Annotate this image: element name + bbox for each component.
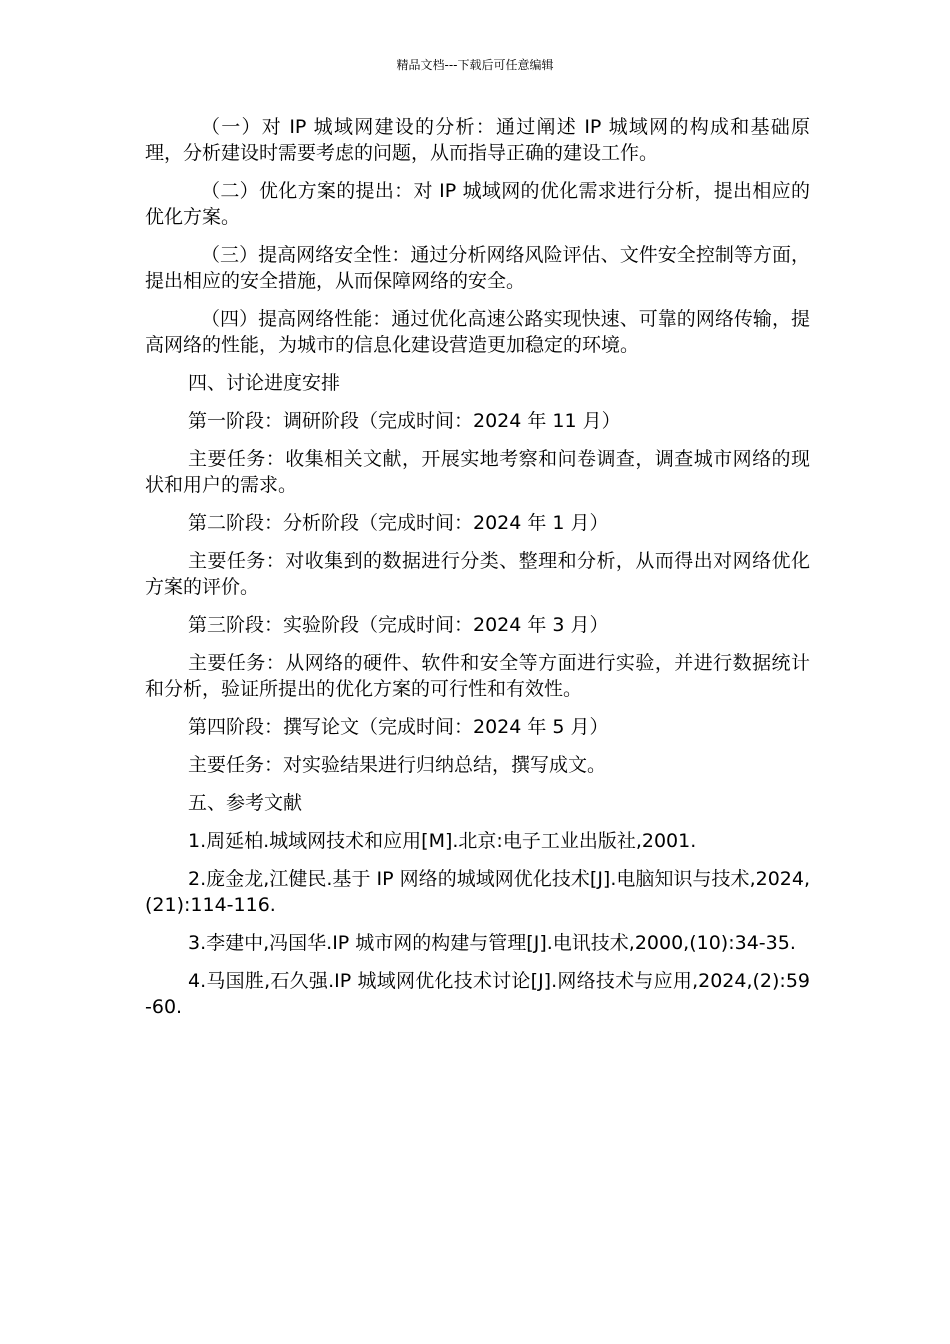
section-heading-schedule: 四、讨论进度安排 bbox=[188, 372, 341, 394]
objective-1-paragraph: （一）对 IP 城域网建设的分析：通过阐述 IP 城域网的构成和基础原理，分析建设时需要考虑的问题，从而指导正确的建设工作。 bbox=[145, 116, 810, 164]
objective-3-paragraph: （三）提高网络安全性：通过分析网络风险评估、文件安全控制等方面，提出相应的安全措施，从而保障网络的安全。 bbox=[145, 244, 810, 292]
section-heading-references: 五、参考文献 bbox=[188, 792, 303, 814]
stage-2-title: 第二阶段：分析阶段（完成时间：2024 年 1 月） bbox=[188, 512, 609, 534]
document-body bbox=[145, 114, 810, 1032]
stage-3-title: 第三阶段：实验阶段（完成时间：2024 年 3 月） bbox=[188, 614, 609, 636]
reference-item: 3.李建中,冯国华.IP 城市网的构建与管理[J].电讯技术,2000,(10):34-35. bbox=[188, 932, 796, 954]
stage-3-task: 主要任务：从网络的硬件、软件和安全等方面进行实验，并进行数据统计和分析，验证所提出的优化方案的可行性和有效性。 bbox=[145, 652, 810, 700]
reference-item: 1.周延柏.城域网技术和应用[M].北京:电子工业出版社,2001. bbox=[188, 830, 697, 852]
reference-item: 2.庞金龙,江健民.基于 IP 网络的城域网优化技术[J].电脑知识与技术,2024,(21):114-116. bbox=[145, 868, 810, 916]
page-header: 精品文档---下载后可任意编辑 bbox=[396, 58, 554, 72]
objective-2-paragraph: （二）优化方案的提出：对 IP 城域网的优化需求进行分析，提出相应的优化方案。 bbox=[145, 180, 810, 228]
reference-item: 4.马国胜,石久强.IP 城域网优化技术讨论[J].网络技术与应用,2024,(2):59-60. bbox=[145, 970, 810, 1018]
stage-1-title: 第一阶段：调研阶段（完成时间：2024 年 11 月） bbox=[188, 410, 621, 432]
stage-4-task: 主要任务：对实验结果进行归纳总结，撰写成文。 bbox=[188, 754, 607, 776]
stage-2-task: 主要任务：对收集到的数据进行分类、整理和分析，从而得出对网络优化方案的评价。 bbox=[145, 550, 810, 598]
stage-1-task: 主要任务：收集相关文献，开展实地考察和问卷调查，调查城市网络的现状和用户的需求。 bbox=[145, 448, 810, 496]
objective-4-paragraph: （四）提高网络性能：通过优化高速公路实现快速、可靠的网络传输，提高网络的性能，为城市的信息化建设营造更加稳定的环境。 bbox=[145, 308, 810, 356]
stage-4-title: 第四阶段：撰写论文（完成时间：2024 年 5 月） bbox=[188, 716, 609, 738]
